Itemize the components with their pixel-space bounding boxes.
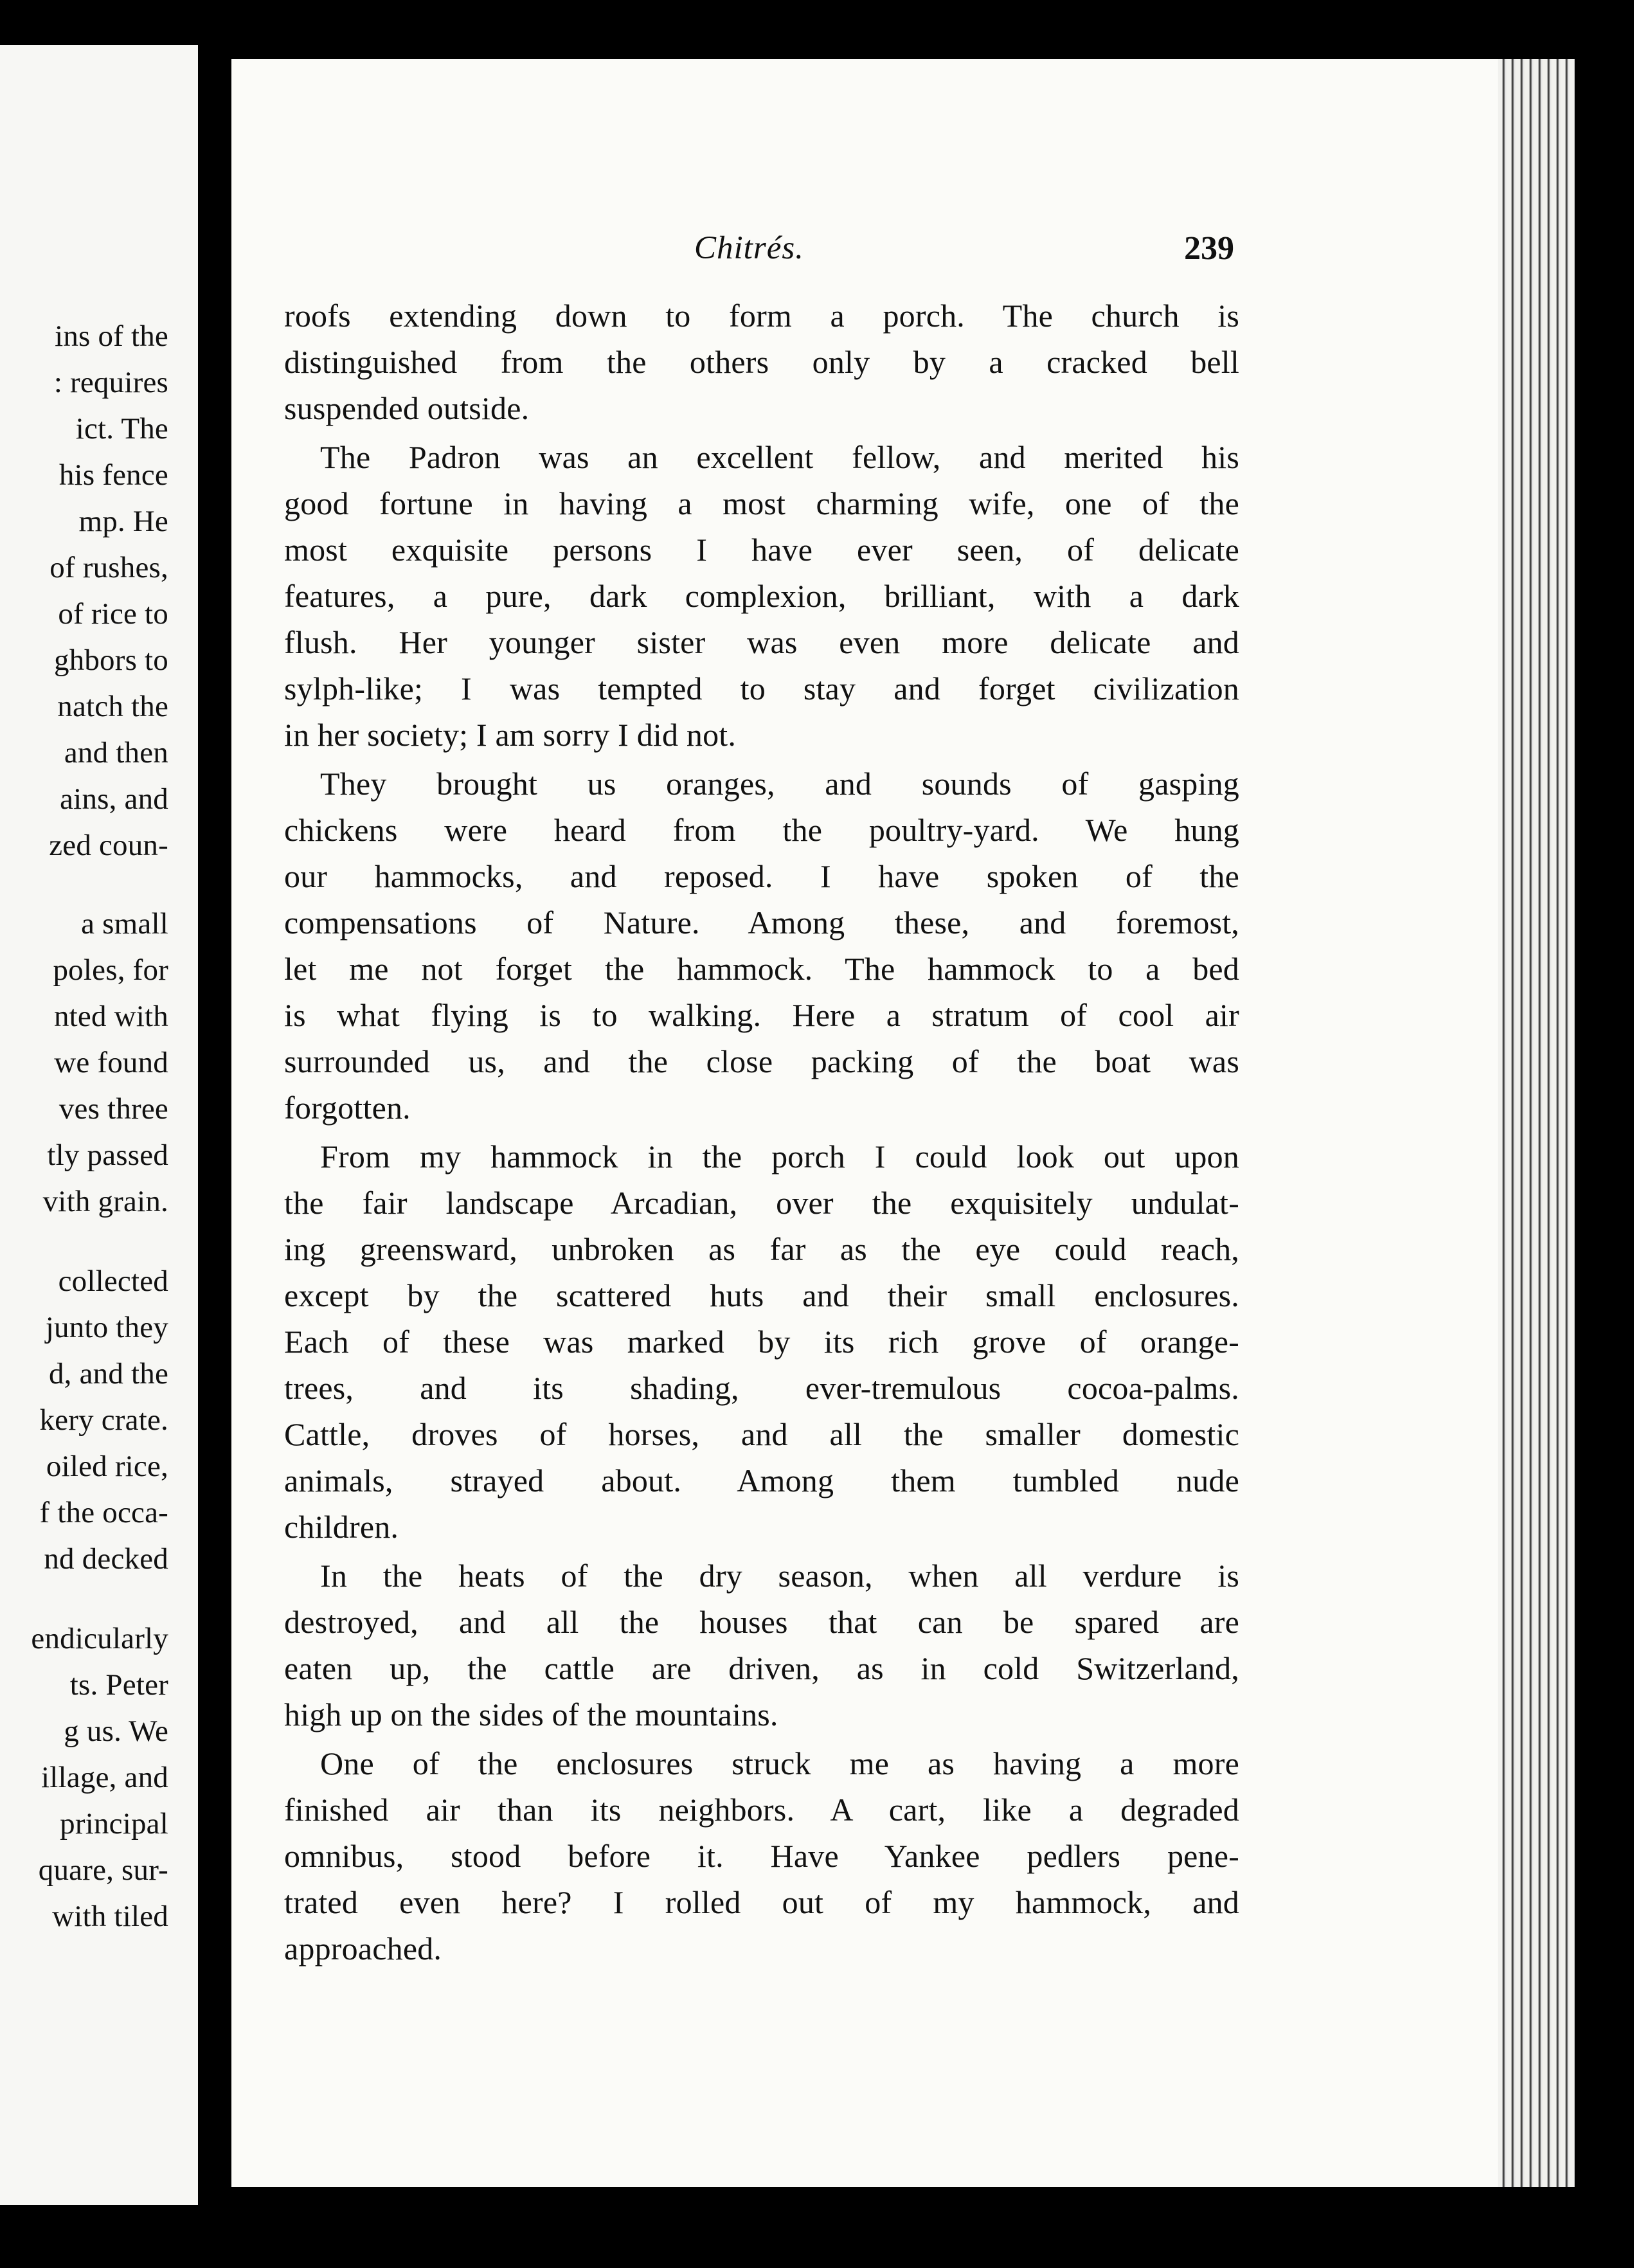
left-page-line: : requires	[53, 366, 168, 399]
left-page-line: tly passed	[47, 1138, 168, 1172]
book-gutter	[198, 0, 231, 2268]
text-line: From my hammock in the porch I could look out upon	[320, 1138, 1239, 1174]
left-page-line: g us. We	[64, 1715, 168, 1748]
left-page-line: d, and the	[48, 1357, 168, 1390]
page-number: 239	[1184, 230, 1234, 267]
text-line: except by the scattered huts and their small enclosures.	[284, 1277, 1239, 1313]
left-page-line: and then	[64, 736, 168, 770]
text-line: forgotten.	[284, 1090, 411, 1126]
text-line: roofs extending down to form a porch. The church is	[284, 298, 1239, 334]
left-page-line: illage, and	[41, 1761, 168, 1794]
left-page-line: quare, sur-	[38, 1853, 168, 1887]
right-page	[231, 59, 1498, 2187]
text-line: sylph-like; I was tempted to stay and forget civilization	[284, 670, 1239, 706]
left-page-fragment	[0, 45, 198, 2205]
left-page-line: principal	[60, 1807, 168, 1841]
left-page-line: oiled rice,	[46, 1450, 168, 1483]
left-page-line: mp. He	[78, 505, 168, 538]
text-line: chickens were heard from the poultry-yard. We hung	[284, 812, 1239, 848]
left-page-line: junto they	[45, 1311, 168, 1344]
left-page-line: poles, for	[53, 953, 168, 987]
text-line: eaten up, the cattle are driven, as in cold Switzerland,	[284, 1650, 1239, 1686]
text-line: surrounded us, and the close packing of the boat was	[284, 1043, 1239, 1079]
text-line: distinguished from the others only by a cracked bell	[284, 344, 1239, 380]
left-page-line: we found	[54, 1046, 168, 1079]
page-edge-stack	[1498, 59, 1575, 2187]
text-line: most exquisite persons I have ever seen, of delicate	[284, 532, 1239, 568]
text-line: animals, strayed about. Among them tumbled nude	[284, 1462, 1239, 1498]
left-page-line: endicularly	[31, 1622, 168, 1655]
text-line: good fortune in having a most charming wife, one of the	[284, 485, 1239, 521]
text-line: One of the enclosures struck me as having a more	[320, 1745, 1239, 1781]
left-page-line: with tiled	[52, 1900, 168, 1933]
text-line: trees, and its shading, ever-tremulous cocoa-palms.	[284, 1370, 1239, 1406]
text-line: approached.	[284, 1931, 442, 1967]
text-line: high up on the sides of the mountains.	[284, 1697, 778, 1733]
text-line: omnibus, stood before it. Have Yankee pedlers pene-	[284, 1838, 1239, 1874]
text-line: our hammocks, and reposed. I have spoken of the	[284, 858, 1239, 894]
text-line: They brought us oranges, and sounds of gasping	[320, 766, 1239, 802]
left-page-line: ves three	[58, 1092, 168, 1126]
text-line: features, a pure, dark complexion, brilliant, with a dark	[284, 578, 1239, 614]
left-page-line: ins of the	[55, 320, 168, 353]
text-line: In the heats of the dry season, when all verdure is	[320, 1558, 1239, 1594]
left-page-line: nted with	[53, 1000, 168, 1033]
text-line: suspended outside.	[284, 390, 530, 426]
text-line: in her society; I am sorry I did not.	[284, 717, 737, 753]
text-line: trated even here? I rolled out of my hammock, and	[284, 1884, 1239, 1920]
running-header: Chitrés.	[694, 230, 804, 266]
left-page-line: zed coun-	[49, 829, 168, 862]
text-line: ing greensward, unbroken as far as the eye could reach,	[284, 1231, 1239, 1267]
text-line: flush. Her younger sister was even more delicate and	[284, 624, 1239, 660]
text-line: is what flying is to walking. Here a stratum of cool air	[284, 997, 1239, 1033]
text-line: The Padron was an excellent fellow, and merited his	[320, 439, 1239, 475]
text-line: finished air than its neighbors. A cart, like a degraded	[284, 1792, 1239, 1828]
left-page-line: collected	[58, 1264, 168, 1298]
text-line: children.	[284, 1509, 399, 1545]
left-page-line: ains, and	[60, 782, 168, 816]
left-page-line: nd decked	[44, 1542, 168, 1576]
left-page-line: ghbors to	[53, 644, 168, 677]
left-page-line: of rice to	[58, 597, 168, 631]
left-page-line: kery crate.	[39, 1403, 168, 1437]
text-line: compensations of Nature. Among these, and foremost,	[284, 905, 1239, 941]
left-page-line: vith grain.	[42, 1185, 168, 1218]
left-page-line: ict. The	[75, 412, 168, 446]
left-page-line: natch the	[57, 690, 168, 723]
text-line: Cattle, droves of horses, and all the smaller domestic	[284, 1416, 1239, 1452]
left-page-line: ts. Peter	[69, 1668, 168, 1702]
left-page-line: his fence	[58, 458, 168, 492]
text-line: Each of these was marked by its rich grove of orange-	[284, 1324, 1239, 1360]
left-page-line: f the occa-	[39, 1496, 168, 1529]
left-page-line: of rushes,	[49, 551, 168, 584]
text-line: destroyed, and all the houses that can be spared are	[284, 1604, 1239, 1640]
text-line: the fair landscape Arcadian, over the exquisitely undulat-	[284, 1185, 1239, 1221]
text-line: let me not forget the hammock. The hammock to a bed	[284, 951, 1239, 987]
left-page-line: a small	[81, 907, 168, 941]
